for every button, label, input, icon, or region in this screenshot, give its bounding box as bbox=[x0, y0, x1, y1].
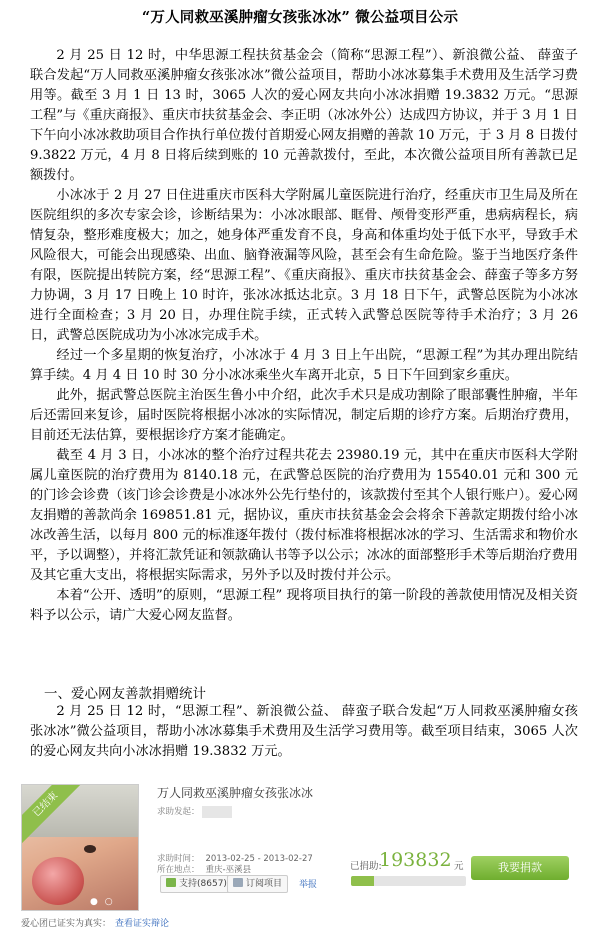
location-row bbox=[157, 863, 251, 875]
paragraph-principle: 本着“公开、透明”的原则，“思源工程” 现将项目执行的第一阶段的善款使用情况及相关资料予以公示，请广大爱心网友监督。 bbox=[30, 588, 578, 623]
paragraph-discharge: 经过一个多星期的恢复治疗，小冰冰于 4 月 3 日上午出院，“思源工程”为其办理出院结算手续。4 月 4 日 10 时 30 分小冰冰乘坐火车离开北京，5 日下午回到家乡重庆。 bbox=[30, 348, 578, 383]
donation-project-card bbox=[17, 778, 580, 930]
section-body bbox=[30, 702, 578, 762]
photo-eye bbox=[84, 845, 96, 853]
view-verification-link[interactable]: 查看证实辩论 bbox=[115, 919, 170, 929]
ended-badge: 已结束 bbox=[21, 784, 87, 846]
project-photo[interactable] bbox=[21, 784, 139, 911]
verification-text: 爱心团已证实为真实： bbox=[21, 919, 112, 929]
report-link[interactable]: 举报 bbox=[299, 880, 318, 890]
raised-amount: 193832 bbox=[379, 849, 452, 871]
initiator-label: 求助发起： bbox=[157, 807, 200, 817]
subscribe-label: 订阅项目 bbox=[246, 879, 283, 889]
donate-button[interactable]: 我要捐款 bbox=[471, 856, 569, 880]
thumbs-up-icon bbox=[166, 878, 176, 887]
section-heading: 一、爱心网友善款捐赠统计 bbox=[44, 686, 206, 702]
initiator-row bbox=[157, 805, 232, 818]
photo-pager-dots[interactable]: ● ○ bbox=[90, 897, 115, 907]
announcement-body bbox=[30, 46, 578, 626]
photo-tumor bbox=[32, 857, 84, 905]
raised-label: 已捐助: bbox=[350, 861, 382, 872]
subscribe-button[interactable] bbox=[227, 875, 288, 893]
project-title[interactable]: 万人同救巫溪肿瘤女孩张冰冰 bbox=[157, 786, 314, 800]
paragraph-treatment: 小冰冰于 2 月 27 日住进重庆市医科大学附属儿童医院进行治疗，经重庆市卫生局及所在医院组织的多次专家会诊，诊断结果为：小冰冰眼部、眶骨、颅骨变形严重，患病病程长，病情复杂，整形难度极大；加之，她身体严重发育不良，身高和体重均处于低下水平，导致手术风险很大，可能会出现感染、出血、脑脊液漏等风险，甚至会有生命危险。鉴于当地医疗条件有限，医院提出转院方案，经“思源工程”、《重庆商报》、重庆市扶贫基金会、薛蛮子等多方努力协调，3 月 17 日晚上 10 时许，张冰冰抵达北京。3 月 18 日下午，武警总医院为小冰冰进行全面检查；3 月 20 日，办理住院手续，正式转入武警总医院等待手术治疗；3 月 26 日，武警总医院成功为小冰冰完成手术。 bbox=[30, 188, 578, 343]
raised-unit: 元 bbox=[454, 861, 464, 872]
donation-progress-bar bbox=[351, 876, 466, 886]
page-title: “万人同救巫溪肿瘤女孩张冰冰” 微公益项目公示 bbox=[141, 9, 459, 26]
verification-line bbox=[21, 916, 169, 929]
support-label: 支持(8657) bbox=[179, 879, 227, 889]
paragraph-expenses: 截至 4 月 3 日，小冰冰的整个治疗过程共花去 23980.19 元，其中在重庆市医科大学附属儿童医院的治疗费用为 8140.18 元，在武警总医院的治疗费用为 15540.01 元和 300 元的门诊会诊费（该门诊会诊费是小冰冰外公先行垫付的，该款拨付至其个人银行账户）。爱心网友捐赠的善款尚余 169851.81 元，据协议，重庆市扶贫基金会会将余下善款定期拨付给小冰冰改善生活，以每月 800 元的标准逐年拨付（拨付标准将根据冰冰的学习、生活需求和物价水平，予以调整），并将汇款凭证和领款确认书等予以公示；冰冰的面部整形手术等后期治疗费用及其它重大支出，将根据实际需求，另外予以及时拨付并公示。 bbox=[30, 448, 578, 583]
initiator-avatar[interactable] bbox=[202, 806, 232, 818]
paragraph-funding: 2 月 25 日 12 时，中华思源工程扶贫基金会（简称“思源工程”）、新浪微公益、 薛蛮子联合发起“万人同救巫溪肿瘤女孩张冰冰”微公益项目，帮助小冰冰募集手术费用及生活学习费用等。截至 3 月 1 日 13 时，3065 人次的爱心网友共向小冰冰捐赠 19.3832 万元。“思源工程”与《重庆商报》、重庆市扶贫基金会、李正明（冰冰外公）达成四方协议，并于 3 月 1 日下午向小冰冰救助项目合作执行单位拨付首期爱心网友捐赠的善款 10 万元，于 3 月 8 日拨付 9.3822 万元，4 月 8 日将后续到账的 10 元善款拨付，至此，本次微公益项目所有善款已足额拨付。 bbox=[30, 48, 578, 183]
time-label: 求助时间： bbox=[157, 854, 200, 864]
location-label: 所在地点： bbox=[157, 865, 200, 875]
paragraph-followup: 此外，据武警总医院主治医生鲁小中介绍，此次手术只是成功割除了眼部囊性肿瘤，半年后还需回来复诊，届时医院将根据小冰冰的实际情况，制定后期的诊疗方案。后期治疗费用，目前还无法估算，要根据诊疗方案才能确定。 bbox=[30, 388, 578, 443]
section-paragraph: 2 月 25 日 12 时，“思源工程”、新浪微公益、 薛蛮子联合发起“万人同救巫溪肿瘤女孩张冰冰”微公益项目，帮助小冰冰募集手术费用及生活学习费用等。截至项目结束，3065 人次的爱心网友共向小冰冰捐赠 19.3832 万元。 bbox=[30, 704, 578, 759]
location-value: 重庆-巫溪县 bbox=[205, 865, 252, 875]
subscribe-icon bbox=[233, 878, 243, 887]
support-button[interactable] bbox=[160, 875, 233, 893]
time-value: 2013-02-25 - 2013-02-27 bbox=[205, 854, 313, 864]
donation-progress-fill bbox=[351, 876, 374, 886]
